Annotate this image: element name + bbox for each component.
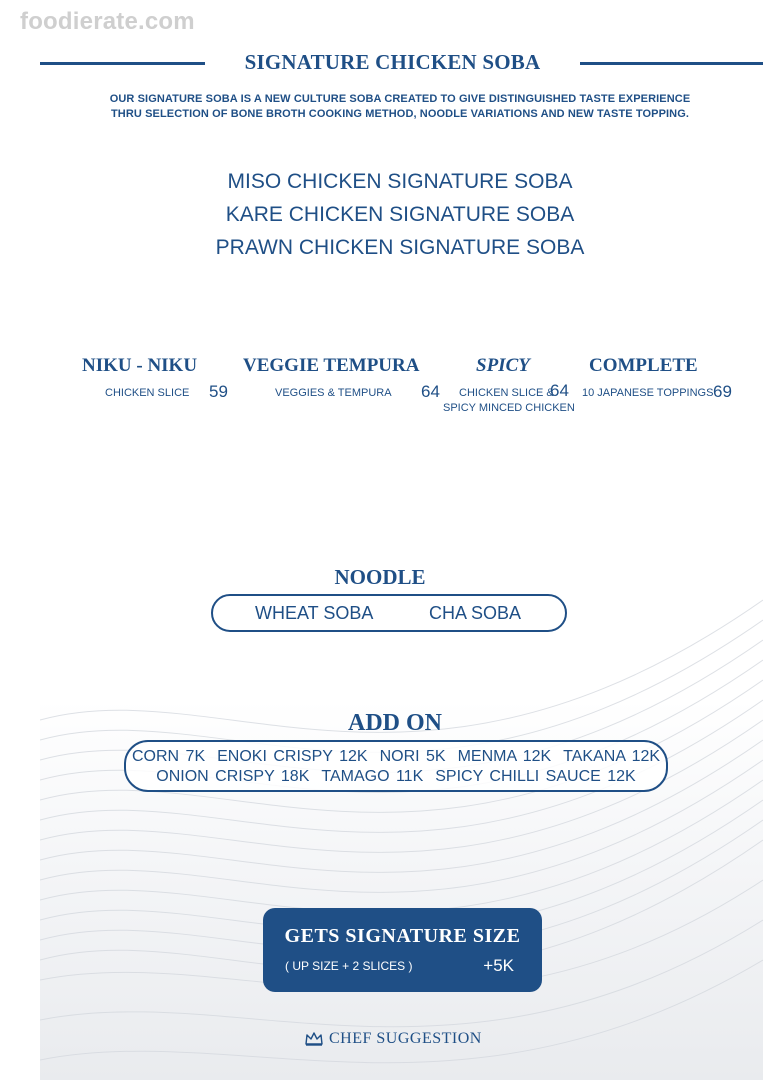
noodle-option-cha: CHA SOBA — [429, 603, 522, 623]
addon-title: ADD ON — [348, 710, 442, 736]
title-divider-left — [40, 62, 205, 65]
item-name: SPICY — [476, 355, 530, 376]
addon-tamago: TAMAGO 11K — [321, 768, 424, 785]
item-name: COMPLETE — [589, 355, 698, 376]
item-price: 59 — [209, 382, 228, 401]
item-desc: VEGGIES & TEMPURA — [275, 387, 392, 399]
item-name: NIKU - NIKU — [82, 355, 198, 376]
addon-row-2 — [126, 768, 666, 786]
promo-price: +5K — [483, 956, 514, 975]
page-title: SIGNATURE CHICKEN SOBA — [244, 50, 541, 74]
crown-icon — [305, 1032, 323, 1046]
item-desc: CHICKEN SLICE & — [459, 387, 554, 399]
noodle-title: NOODLE — [334, 565, 426, 589]
addon-onion: ONION CRISPY 18K — [156, 768, 310, 785]
noodle-option-wheat: WHEAT SOBA — [255, 603, 374, 623]
addon-enoki: ENOKI CRISPY 12K — [217, 748, 368, 765]
menu-item-spicy — [443, 355, 575, 414]
description-line-2: THRU SELECTION OF BONE BROTH COOKING METHOD, NOODLE VARIATIONS AND NEW TASTE TOPPING. — [110, 108, 690, 120]
item-desc: CHICKEN SLICE — [105, 387, 190, 399]
variant-kare: KARE CHICKEN SIGNATURE SOBA — [225, 203, 575, 226]
item-price: 64 — [550, 381, 569, 400]
title-row — [40, 50, 763, 74]
addon-menma: MENMA 12K — [457, 748, 552, 765]
variant-prawn: PRAWN CHICKEN SIGNATURE SOBA — [215, 236, 585, 259]
chef-suggestion — [305, 1030, 482, 1048]
promo-note: ( UP SIZE + 2 SLICES ) — [285, 959, 413, 973]
item-desc-2: SPICY MINCED CHICKEN — [443, 402, 575, 414]
addon-takana: TAKANA 12K — [563, 748, 661, 765]
item-price: 69 — [713, 382, 732, 401]
addon-list — [124, 740, 668, 792]
addon-chilli: SPICY CHILLI SAUCE 12K — [435, 768, 636, 785]
variant-miso: MISO CHICKEN SIGNATURE SOBA — [227, 170, 573, 193]
addon-corn: CORN 7K — [132, 748, 206, 765]
menu-item-veggie-tempura — [243, 355, 440, 401]
description — [90, 92, 710, 122]
chef-suggestion-label: CHEF SUGGESTION — [329, 1030, 482, 1047]
item-desc: 10 JAPANESE TOPPINGS — [582, 387, 714, 399]
description-line-1: OUR SIGNATURE SOBA IS A NEW CULTURE SOBA CREATED TO GIVE DISTINGUISHED TASTE EXPERIENCE — [109, 93, 691, 105]
watermark: foodierate.com — [20, 8, 195, 35]
addon-row-1 — [126, 748, 666, 766]
menu-item-niku-niku — [82, 355, 228, 401]
promo-title: GETS SIGNATURE SIZE — [284, 925, 521, 947]
menu-item-complete — [582, 355, 732, 401]
addon-nori: NORI 5K — [379, 748, 446, 765]
noodle-options — [211, 594, 567, 632]
signature-size-promo — [263, 908, 542, 992]
item-price: 64 — [421, 382, 440, 401]
variant-list — [150, 165, 650, 264]
title-divider-right — [580, 62, 763, 65]
item-name: VEGGIE TEMPURA — [243, 355, 420, 376]
